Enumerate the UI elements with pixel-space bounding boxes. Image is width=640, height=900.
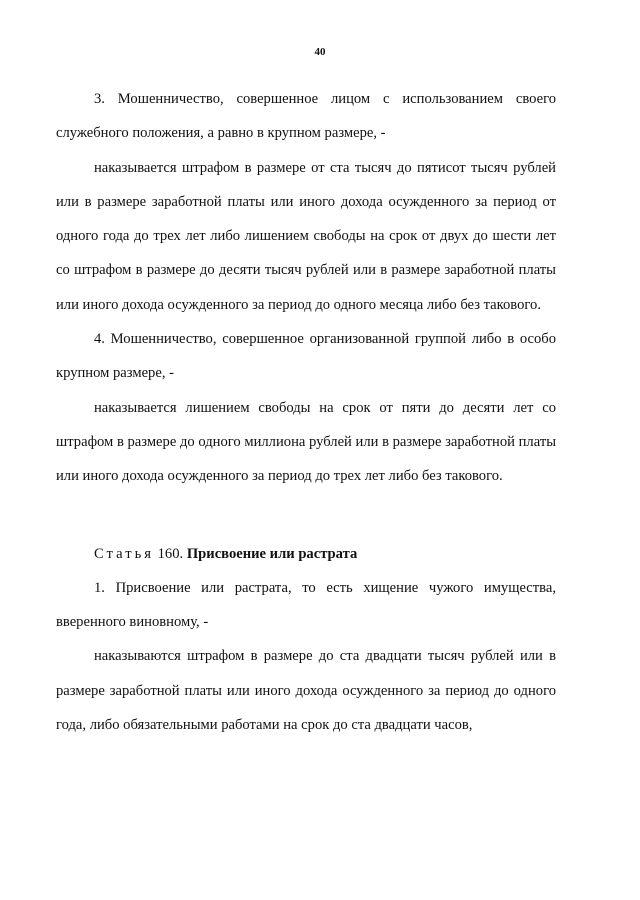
paragraph-penalty-part-4: наказывается лишением свободы на срок от пяти до десяти лет со штрафом в размере до одного миллиона рублей или в размере заработной платы или иного дохода осужденного за период до трех лет либо без такового. xyxy=(56,399,556,485)
article-number: 160. xyxy=(157,545,184,562)
paragraph-article-160-part-1: 1. Присвоение или растрата, то есть хищение чужого имущества, вверенного виновному, - xyxy=(56,579,556,631)
paragraph-penalty-part-3: наказывается штрафом в размере от ста тысяч до пятисот тысяч рублей или в размере заработной платы или иного дохода осужденного за период от одного года до трех лет либо лишением свободы на срок от двух до шести лет со штрафом в размере до десяти тысяч рублей или в размере заработной платы или иного дохода осужденного за период до одного месяца либо без такового. xyxy=(56,159,556,313)
page-number: 40 xyxy=(314,46,326,58)
article-title: Присвоение или растрата xyxy=(186,545,358,562)
document-body xyxy=(56,82,556,742)
paragraph-part-4: 4. Мошенничество, совершенное организованной группой либо в особо крупном размере, - xyxy=(56,331,556,382)
paragraph-article-160-penalty: наказываются штрафом в размере до ста двадцати тысяч рублей или в размере заработной платы или иного дохода осужденного за период до одного года, либо обязательными работами на срок до ста двадцати часов, xyxy=(56,648,556,734)
article-heading xyxy=(56,537,556,571)
paragraph-part-3: 3. Мошенничество, совершенное лицом с использованием своего служебного положения, а равно в крупном размере, - xyxy=(56,91,556,142)
article-label: Статья xyxy=(94,545,154,562)
